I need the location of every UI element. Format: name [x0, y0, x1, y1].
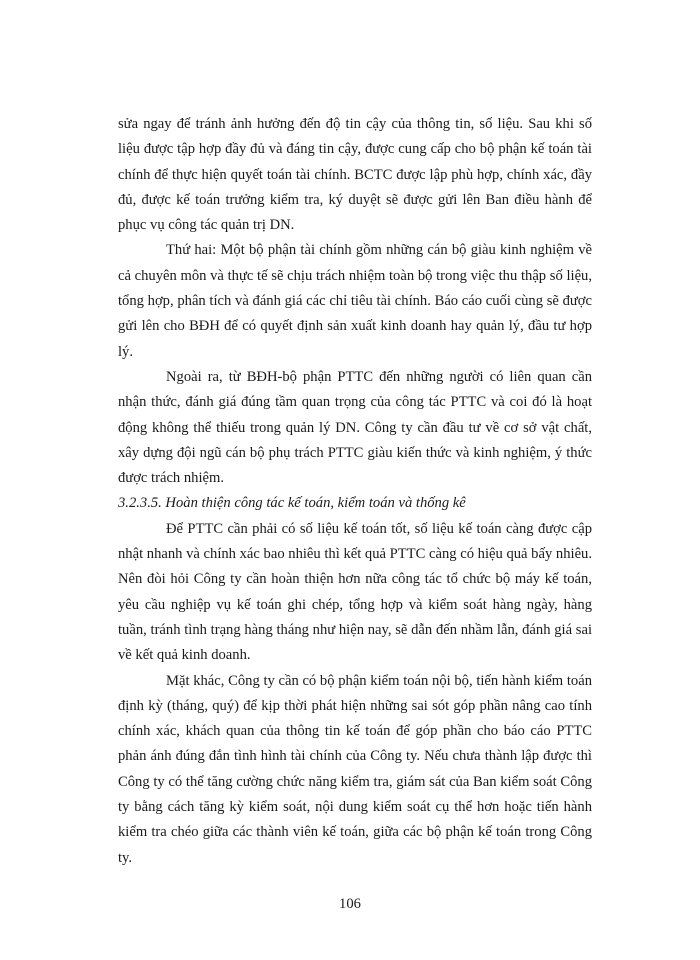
section-heading: 3.2.3.5. Hoàn thiện công tác kế toán, kiểm toán và thống kê [118, 495, 466, 512]
paragraph-second-point: Thứ hai: Một bộ phận tài chính gồm những cán bộ giàu kinh nghiệm về cả chuyên môn và thực tế sẽ chịu trách nhiệm toàn bộ trong việc thu thập số liệu, tổng hợp, phân tích và đánh giá các chỉ tiêu tài chính. Báo cáo cuối cùng sẽ được gửi lên cho BĐH để có quyết định sản xuất kinh doanh hay quản lý, đầu tư hợp lý. [118, 242, 592, 360]
body-text [118, 112, 592, 871]
paragraph-accounting: Để PTTC cần phải có số liệu kế toán tốt, số liệu kế toán càng được cập nhật nhanh và chính xác bao nhiêu thì kết quả PTTC càng có hiệu quả bấy nhiêu. Nên đòi hỏi Công ty cần hoàn thiện hơn nữa công tác tổ chức bộ máy kế toán, yêu cầu nghiệp vụ kế toán ghi chép, tổng hợp và kiểm soát hàng ngày, hàng tuần, tránh tình trạng hàng tháng như hiện nay, sẽ dẫn đến nhầm lẫn, đánh giá sai về kết quả kinh doanh. [118, 520, 592, 664]
page-number: 106 [339, 896, 361, 912]
paragraph-continuation: sửa ngay để tránh ảnh hưởng đến độ tin cậy của thông tin, số liệu. Sau khi số liệu được tập hợp đầy đủ và đáng tin cậy, được cung cấp cho bộ phận kế toán tài chính để thực hiện quyết toán tài chính. BCTC được lập phù hợp, chính xác, đầy đủ, được kế toán trưởng kiểm tra, ký duyệt sẽ được gửi lên Ban điều hành để phục vụ công tác quản trị DN. [118, 116, 592, 234]
paragraph-internal-audit: Mặt khác, Công ty cần có bộ phận kiểm toán nội bộ, tiến hành kiểm toán định kỳ (tháng, quý) để kịp thời phát hiện những sai sót góp phần nâng cao tính chính xác, khách quan của thông tin kế toán để góp phần cho báo cáo PTTC phản ánh đúng đắn tình hình tài chính của Công ty. Nếu chưa thành lập được thì Công ty có thể tăng cường chức năng kiểm tra, giám sát của Ban kiểm soát Công ty bằng cách tăng kỳ kiểm soát, nội dung kiểm soát cụ thể hơn hoặc tiến hành kiểm tra chéo giữa các thành viên kế toán, giữa các bộ phận kế toán trong Công ty. [118, 672, 592, 866]
paragraph-furthermore: Ngoài ra, từ BĐH-bộ phận PTTC đến những người có liên quan cần nhận thức, đánh giá đúng tầm quan trọng của công tác PTTC và coi đó là hoạt động không thể thiếu trong quản lý DN. Công ty cần đầu tư về cơ sở vật chất, xây dựng đội ngũ cán bộ phụ trách PTTC giàu kiến thức và kinh nghiệm, ý thức được trách nhiệm. [118, 368, 592, 487]
